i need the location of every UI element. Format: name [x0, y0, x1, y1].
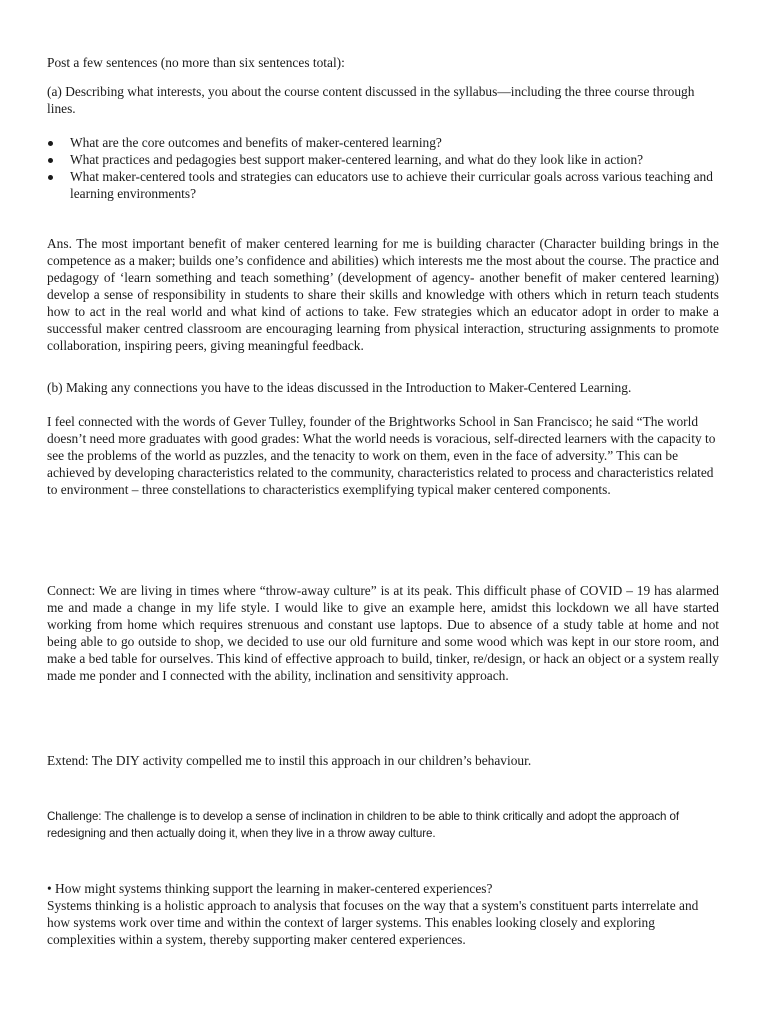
bullet-text: What maker-centered tools and strategies can educators use to achieve their curricular goals across various teaching and learning environments?: [70, 169, 713, 201]
extend-paragraph: Extend: The DIY activity compelled me to instil this approach in our children’s behaviour.: [47, 753, 532, 768]
prompt-bullet-list: [47, 134, 719, 202]
part-b-heading: (b) Making any connections you have to the ideas discussed in the Introduction to Maker-Centered Learning.: [47, 380, 632, 395]
connect-paragraph: Connect: We are living in times where “throw-away culture” is at its peak. This difficult phase of COVID – 19 has alarmed me and made a change in my life style. I would like to give an example here, amidst this lockdown we all have started working from home which requires strenuous and constant use laptops. Due to absence of a study table at home and not being able to go outside to shop, we decided to use our old furniture and some wood which was kept in our store room, and make a bed table for ourselves. This kind of effective approach to build, tinker, re/design, or hack an object or a system really made me ponder and I connected with the ability, inclination and sensitivity approach.: [47, 583, 719, 683]
bullet-icon: [48, 175, 53, 180]
bullet-text: What practices and pedagogies best support maker-centered learning, and what do they look like in action?: [70, 152, 644, 167]
list-item: [47, 168, 719, 202]
challenge-paragraph: Challenge: The challenge is to develop a sense of inclination in children to be able to think critically and adopt the approach of redesigning and then actually doing it, when they live in a throw away culture.: [47, 810, 679, 840]
systems-answer: Systems thinking is a holistic approach to analysis that focuses on the way that a system's constituent parts interrelate and how systems work over time and within the context of larger systems. This enables looking closely and exploring complexities within a system, thereby supporting maker centered experiences.: [47, 898, 699, 947]
prompt-part-a: (a) Describing what interests, you about the course content discussed in the syllabus—including the three course through lines.: [47, 84, 695, 116]
bullet-icon: [48, 141, 53, 146]
answer-a-paragraph: Ans. The most important benefit of maker centered learning for me is building character (Character building brings in the competence as a maker; builds one’s confidence and abilities) which interests me the most about the course. The practice and pedagogy of ‘learn something and teach something’ (development of agency- another benefit of maker centered learning) develop a sense of responsibility in students to share their skills and knowledge with others which in return teach students how to act in the real world and what kind of actions to take. Few strategies which an educator adopt in order to make a successful maker centred classroom are encouraging learning from physical interaction, structuring assignments to promote collaboration, inspiring peers, giving meaningful feedback.: [47, 236, 719, 353]
bullet-text: What are the core outcomes and benefits of maker-centered learning?: [70, 135, 442, 150]
part-b-answer: I feel connected with the words of Gever Tulley, founder of the Brightworks School in San Francisco; he said “The world doesn’t need more graduates with good grades: What the world needs is voracious, self-directed learners with the capacity to see the problems of the world as puzzles, and the tenacity to work on them, even in the face of adversity.” This can be achieved by developing characteristics related to the community, characteristics related to process and characteristics related to environment – three constellations to characteristics exemplifying typical maker centered components.: [47, 414, 716, 497]
bullet-icon: [48, 158, 53, 163]
systems-question: • How might systems thinking support the learning in maker-centered experiences?: [47, 881, 493, 896]
list-item: [47, 134, 719, 151]
prompt-intro: Post a few sentences (no more than six sentences total):: [47, 55, 345, 70]
list-item: [47, 151, 719, 168]
